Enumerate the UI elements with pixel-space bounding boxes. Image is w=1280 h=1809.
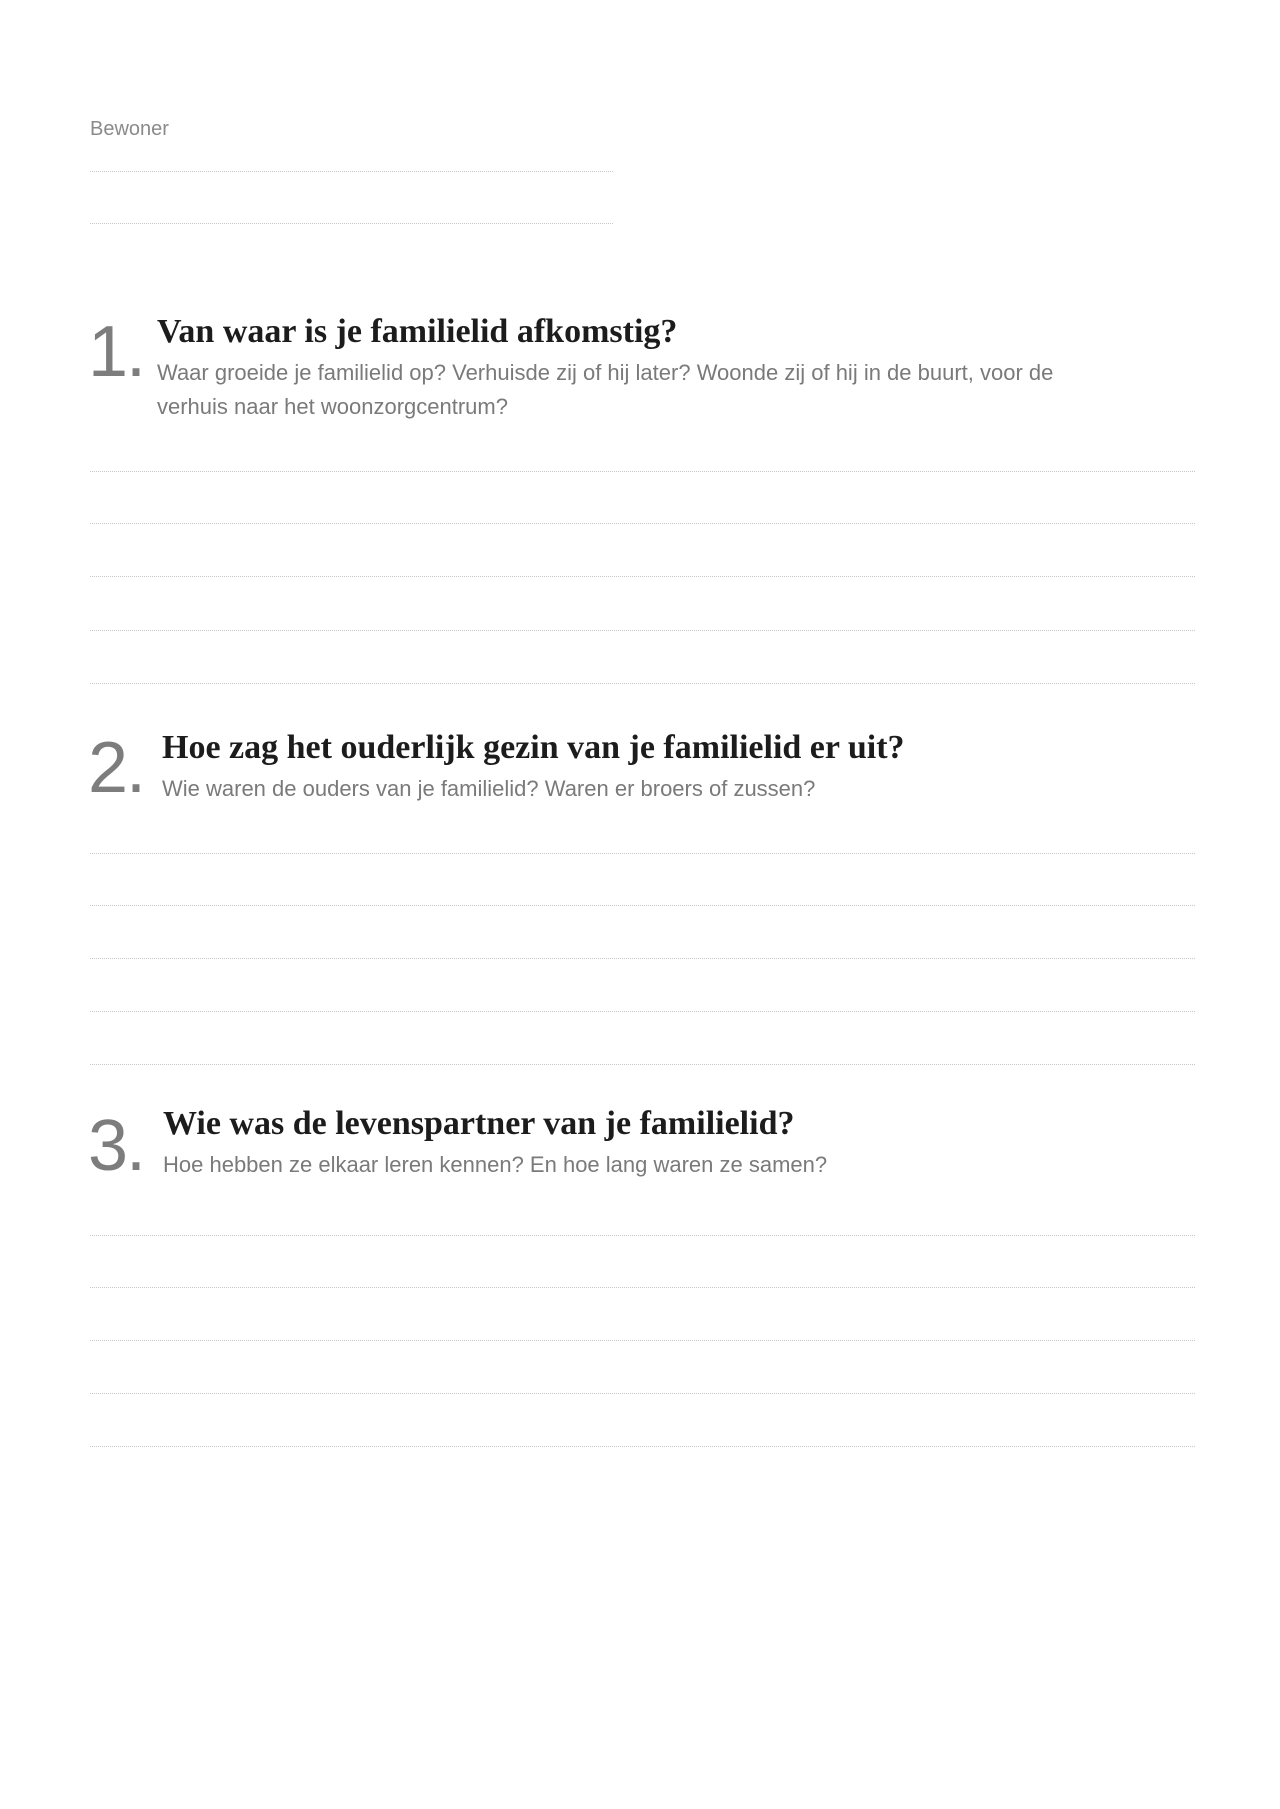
resident-label: Bewoner [90, 118, 169, 140]
answer-line [90, 1287, 1195, 1288]
question-title: Van waar is je familielid afkomstig? [157, 313, 678, 350]
question-subtitle-line: Waar groeide je familielid op? Verhuisde zij of hij later? Woonde zij of hij in de buurt, voor de [157, 360, 1054, 385]
answer-line [90, 1064, 1195, 1065]
answer-line [90, 905, 1195, 906]
answer-line [90, 683, 1195, 684]
answer-line [90, 1340, 1195, 1341]
answer-line [90, 523, 1195, 524]
question-title: Hoe zag het ouderlijk gezin van je familielid er uit? [162, 729, 905, 766]
answer-line [90, 958, 1195, 959]
answer-line [90, 1393, 1195, 1394]
answer-line [90, 853, 1195, 854]
question-subtitle-line: Hoe hebben ze elkaar leren kennen? En hoe lang waren ze samen? [163, 1152, 828, 1177]
question-text [163, 1104, 827, 1182]
answer-line [90, 630, 1195, 631]
question-text [162, 728, 905, 806]
question-number: 2. [88, 728, 145, 808]
resident-write-line [90, 223, 613, 224]
answer-line [90, 576, 1195, 577]
question-title: Wie was de levenspartner van je familielid? [163, 1105, 795, 1142]
question-subtitle-line: verhuis naar het woonzorgcentrum? [157, 394, 508, 419]
answer-line [90, 1235, 1195, 1236]
question-subtitle-line: Wie waren de ouders van je familielid? Waren er broers of zussen? [162, 776, 816, 801]
answer-line [90, 1446, 1195, 1447]
question-text [157, 312, 1053, 424]
answer-line [90, 471, 1195, 472]
question-number: 3. [88, 1106, 145, 1186]
resident-write-line [90, 171, 613, 172]
answer-line [90, 1011, 1195, 1012]
question-number: 1. [88, 312, 145, 392]
